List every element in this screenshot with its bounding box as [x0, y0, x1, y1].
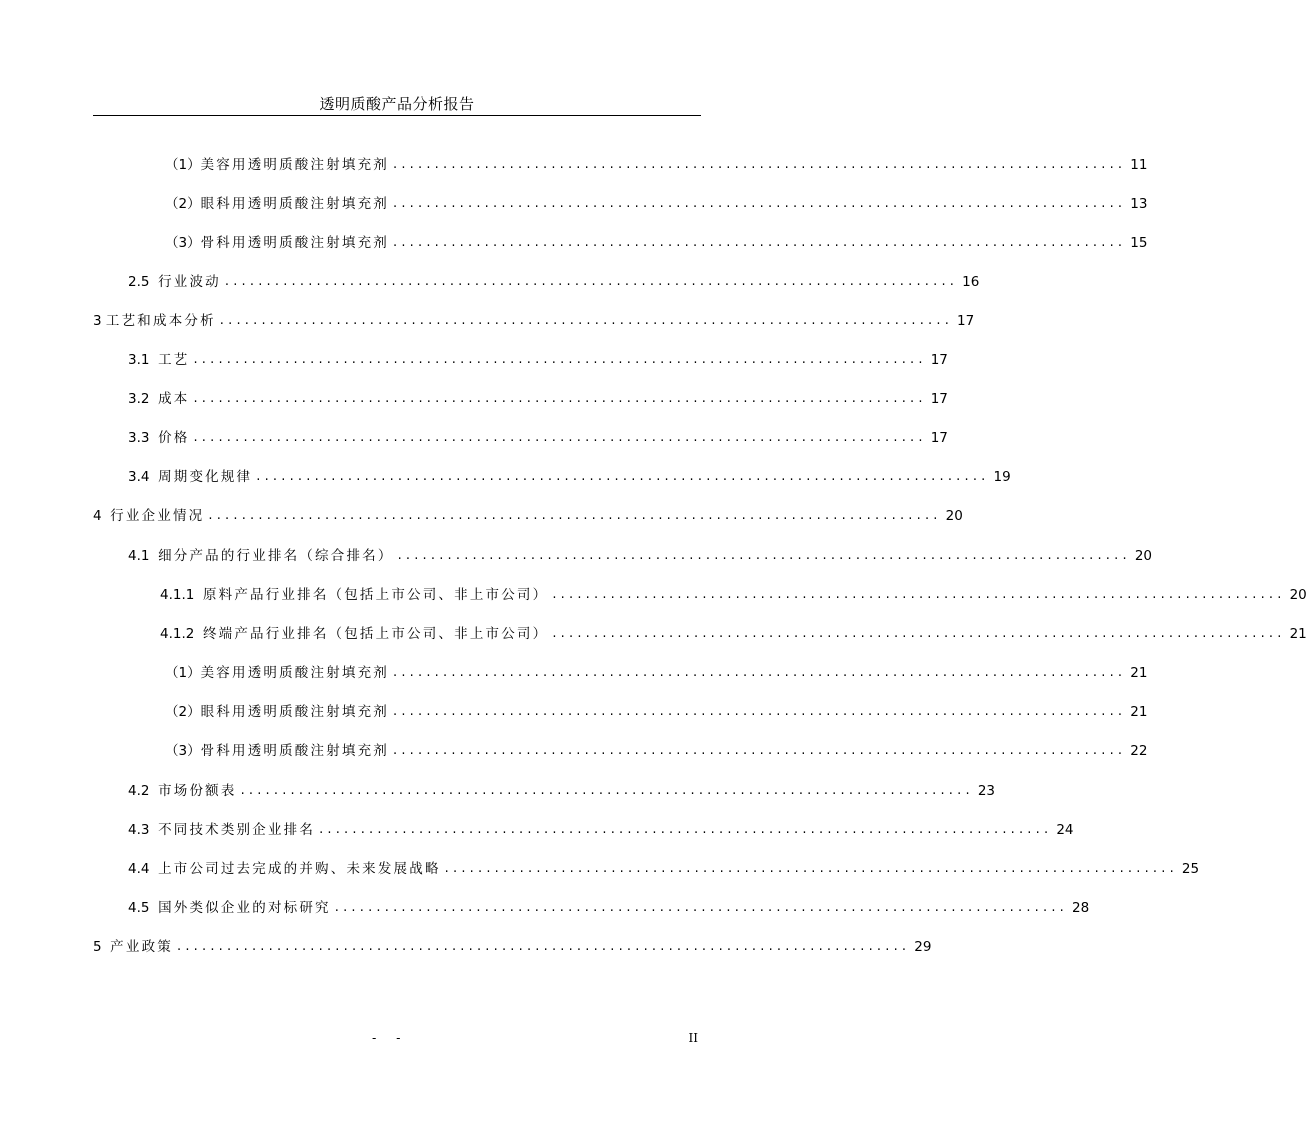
- toc-entry-title: 产业政策: [110, 939, 173, 955]
- toc-entry-title: 骨科用透明质酸注射填充剂: [200, 743, 389, 759]
- toc-entry-page: 17: [930, 430, 948, 446]
- toc-entry-page: 16: [962, 274, 980, 290]
- toc-leader-dots: ........................................................................................: [240, 783, 974, 798]
- toc-entry-number: （1）: [165, 665, 201, 681]
- toc-entry-title: 工艺和成本分析: [105, 313, 216, 329]
- toc-entry[interactable]: [93, 308, 975, 330]
- toc-leader-dots: ........................................................................................: [193, 430, 927, 445]
- toc-entry[interactable]: [160, 621, 1307, 643]
- footer-center-marker: - -: [372, 1031, 409, 1045]
- toc-entry[interactable]: [128, 817, 1074, 839]
- toc-entry[interactable]: [128, 778, 995, 800]
- toc-entry-number: 3.4: [128, 469, 159, 485]
- toc-entry-title: 行业企业情况: [110, 508, 205, 524]
- toc-entry-title: 工艺: [158, 352, 190, 368]
- toc-entry[interactable]: [165, 152, 1148, 174]
- toc-leader-dots: ........................................................................................: [334, 900, 1069, 915]
- toc-entry-page: 13: [1130, 196, 1148, 212]
- toc-leader-dots: ........................................................................................: [393, 665, 1127, 680]
- toc-entry-page: 17: [930, 391, 948, 407]
- toc-entry[interactable]: [128, 425, 948, 447]
- toc-leader-dots: ........................................................................................: [193, 352, 927, 367]
- toc-entry-page: 21: [1130, 704, 1148, 720]
- toc-entry-number: （2）: [165, 196, 201, 212]
- toc-leader-dots: ........................................................................................: [393, 157, 1127, 172]
- toc-entry-page: 20: [945, 508, 963, 524]
- toc-entry-title: 骨科用透明质酸注射填充剂: [200, 235, 389, 251]
- toc-entry[interactable]: [160, 582, 1307, 604]
- toc-entry-title: 细分产品的行业排名（综合排名）: [158, 548, 394, 564]
- toc-entry-page: 17: [930, 352, 948, 368]
- toc-entry[interactable]: [165, 191, 1148, 213]
- toc-entry-number: 3.1: [128, 352, 159, 368]
- toc-entry[interactable]: [165, 660, 1148, 682]
- toc-leader-dots: ........................................................................................: [393, 743, 1127, 758]
- toc-entry-title: 上市公司过去完成的并购、未来发展战略: [158, 861, 441, 877]
- toc-leader-dots: ........................................................................................: [219, 313, 954, 328]
- toc-entry-number: 4: [93, 508, 111, 524]
- toc-entry[interactable]: [93, 503, 963, 525]
- toc-entry-title: 终端产品行业排名（包括上市公司、非上市公司）: [202, 626, 549, 642]
- toc-leader-dots: ........................................................................................: [193, 391, 927, 406]
- toc-entry-number: （3）: [165, 743, 201, 759]
- toc-entry-number: 4.5: [128, 900, 159, 916]
- toc-entry-page: 22: [1130, 743, 1148, 759]
- toc-entry-page: 21: [1289, 626, 1307, 642]
- toc-entry-number: 2.5: [128, 274, 159, 290]
- toc-entry-page: 23: [977, 783, 995, 799]
- toc-entry-number: 3.2: [128, 391, 159, 407]
- toc-entry-number: 4.1.1: [160, 587, 203, 603]
- toc-entry[interactable]: [128, 386, 948, 408]
- toc-entry-number: 4.1: [128, 548, 159, 564]
- toc-leader-dots: ........................................................................................: [393, 704, 1127, 719]
- toc-entry-number: 4.4: [128, 861, 159, 877]
- toc-entry-page: 11: [1130, 157, 1148, 173]
- toc-entry-number: 4.1.2: [160, 626, 203, 642]
- toc-entry-page: 28: [1072, 900, 1090, 916]
- toc-entry-title: 成本: [158, 391, 190, 407]
- toc-entry-number: （1）: [165, 157, 201, 173]
- toc-leader-dots: ........................................................................................: [552, 587, 1286, 602]
- toc-entry-number: 3.3: [128, 430, 159, 446]
- page-header-title: 透明质酸产品分析报告: [319, 95, 475, 113]
- toc-entry-number: 4.2: [128, 783, 159, 799]
- toc-entry-title: 市场份额表: [158, 783, 237, 799]
- toc-leader-dots: ........................................................................................: [397, 548, 1131, 563]
- toc-entry[interactable]: [128, 269, 980, 291]
- toc-entry-title: 美容用透明质酸注射填充剂: [200, 665, 389, 681]
- toc-entry[interactable]: [93, 934, 932, 956]
- toc-entry[interactable]: [165, 230, 1148, 252]
- toc-entry-title: 价格: [158, 430, 190, 446]
- toc-entry-page: 17: [957, 313, 975, 329]
- toc-entry[interactable]: [128, 464, 1011, 486]
- toc-entry-page: 15: [1130, 235, 1148, 251]
- toc-entry[interactable]: [128, 856, 1200, 878]
- toc-leader-dots: ........................................................................................: [176, 939, 911, 954]
- toc-entry-page: 20: [1289, 587, 1307, 603]
- toc-entry-title: 眼科用透明质酸注射填充剂: [200, 704, 389, 720]
- toc-leader-dots: ........................................................................................: [393, 235, 1127, 250]
- toc-entry-title: 周期变化规律: [158, 469, 253, 485]
- toc-entry-page: 20: [1134, 548, 1152, 564]
- toc-entry-title: 不同技术类别企业排名: [158, 822, 316, 838]
- toc-leader-dots: ........................................................................................: [256, 469, 990, 484]
- toc-entry-title: 国外类似企业的对标研究: [158, 900, 331, 916]
- toc-entry-title: 行业波动: [158, 274, 221, 290]
- toc-entry-page: 24: [1056, 822, 1074, 838]
- toc-entry-page: 25: [1181, 861, 1200, 877]
- toc-entry[interactable]: [128, 347, 948, 369]
- toc-entry-number: 5: [93, 939, 111, 955]
- header-divider: [93, 115, 701, 116]
- toc-leader-dots: ........................................................................................: [552, 626, 1286, 641]
- toc-leader-dots: ........................................................................................: [444, 861, 1178, 876]
- toc-entry-number: 3: [93, 313, 106, 329]
- toc-entry-number: （3）: [165, 235, 201, 251]
- toc-entry[interactable]: [165, 738, 1148, 760]
- toc-leader-dots: ........................................................................................: [393, 196, 1127, 211]
- toc-entry-title: 原料产品行业排名（包括上市公司、非上市公司）: [202, 587, 549, 603]
- toc-entry-page: 21: [1130, 665, 1148, 681]
- toc-entry-title: 眼科用透明质酸注射填充剂: [200, 196, 389, 212]
- toc-entry-number: （2）: [165, 704, 201, 720]
- toc-entry-number: 4.3: [128, 822, 159, 838]
- toc-entry[interactable]: [165, 699, 1148, 721]
- toc-entry-page: 19: [993, 469, 1011, 485]
- toc-leader-dots: ........................................................................................: [208, 508, 942, 523]
- footer-page-number: II: [688, 1031, 698, 1045]
- toc-leader-dots: ........................................................................................: [224, 274, 959, 289]
- toc-leader-dots: ........................................................................................: [319, 822, 1053, 837]
- toc-entry-title: 美容用透明质酸注射填充剂: [200, 157, 389, 173]
- toc-entry[interactable]: [128, 543, 1152, 565]
- toc-entry[interactable]: [128, 895, 1090, 917]
- toc-entry-page: 29: [914, 939, 932, 955]
